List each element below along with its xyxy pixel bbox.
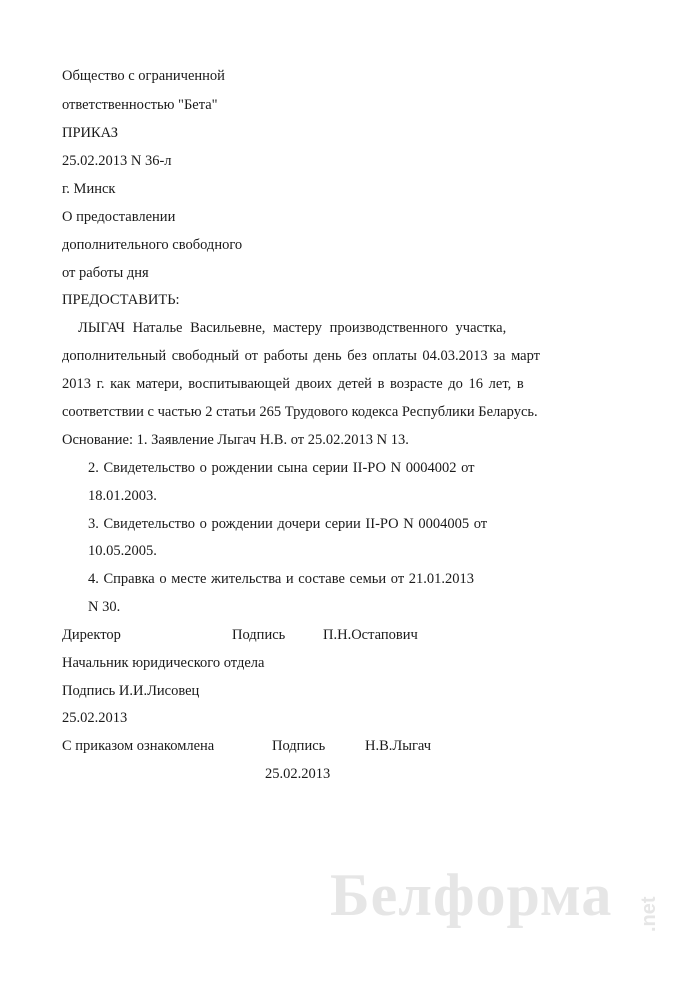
director-name: П.Н.Остапович [323, 627, 418, 643]
legal-head-title: Начальник юридического отдела [62, 655, 265, 671]
paragraph-line1: ЛЫГАЧ Наталье Васильевне, мастеру производственного участка, [78, 320, 507, 336]
basis-item-1: Основание: 1. Заявление Лыгач Н.В. от 25.02.2013 N 13. [62, 432, 409, 448]
organization-name-line2: ответственностью "Бета" [62, 97, 218, 113]
acknowledgement-label: С приказом ознакомлена [62, 738, 215, 754]
document-type: ПРИКАЗ [62, 125, 119, 141]
director-title: Директор [62, 627, 121, 643]
basis-item-2-line2: 18.01.2003. [88, 488, 157, 504]
paragraph-line3: 2013 г. как матери, воспитывающей двоих детей в возрасте до 16 лет, в [62, 376, 524, 392]
legal-head-signature: Подпись И.И.Лисовец [62, 683, 200, 699]
watermark-logo: Белформа [330, 862, 613, 928]
basis-item-4-line1: 4. Справка о месте жительства и составе семьи от 21.01.2013 [88, 571, 475, 587]
order-city: г. Минск [62, 181, 116, 197]
basis-item-3-line1: 3. Свидетельство о рождении дочери серии II-РО N 0004005 от [88, 516, 488, 532]
legal-head-date: 25.02.2013 [62, 710, 128, 726]
basis-item-4-line2: N 30. [88, 599, 121, 615]
acknowledgement-signature: Подпись [272, 738, 326, 754]
subject-line1: О предоставлении [62, 209, 176, 225]
basis-item-3-line2: 10.05.2005. [88, 543, 157, 559]
watermark-logo-suffix: .net [638, 896, 660, 932]
organization-name-line1: Общество с ограниченной [62, 68, 225, 84]
directive-heading: ПРЕДОСТАВИТЬ: [62, 292, 180, 308]
subject-line2: дополнительного свободного [62, 237, 243, 253]
acknowledgement-date: 25.02.2013 [265, 766, 331, 782]
subject-line3: от работы дня [62, 265, 149, 281]
order-date-number: 25.02.2013 N 36-л [62, 153, 172, 169]
paragraph-line4: соответствии с частью 2 статьи 265 Трудового кодекса Республики Беларусь. [62, 404, 538, 420]
director-signature: Подпись [232, 627, 286, 643]
basis-item-2-line1: 2. Свидетельство о рождении сына серии II-РО N 0004002 от [88, 460, 475, 476]
acknowledgement-name: Н.В.Лыгач [365, 738, 432, 754]
paragraph-line2: дополнительный свободный от работы день без оплаты 04.03.2013 за март [62, 348, 541, 364]
